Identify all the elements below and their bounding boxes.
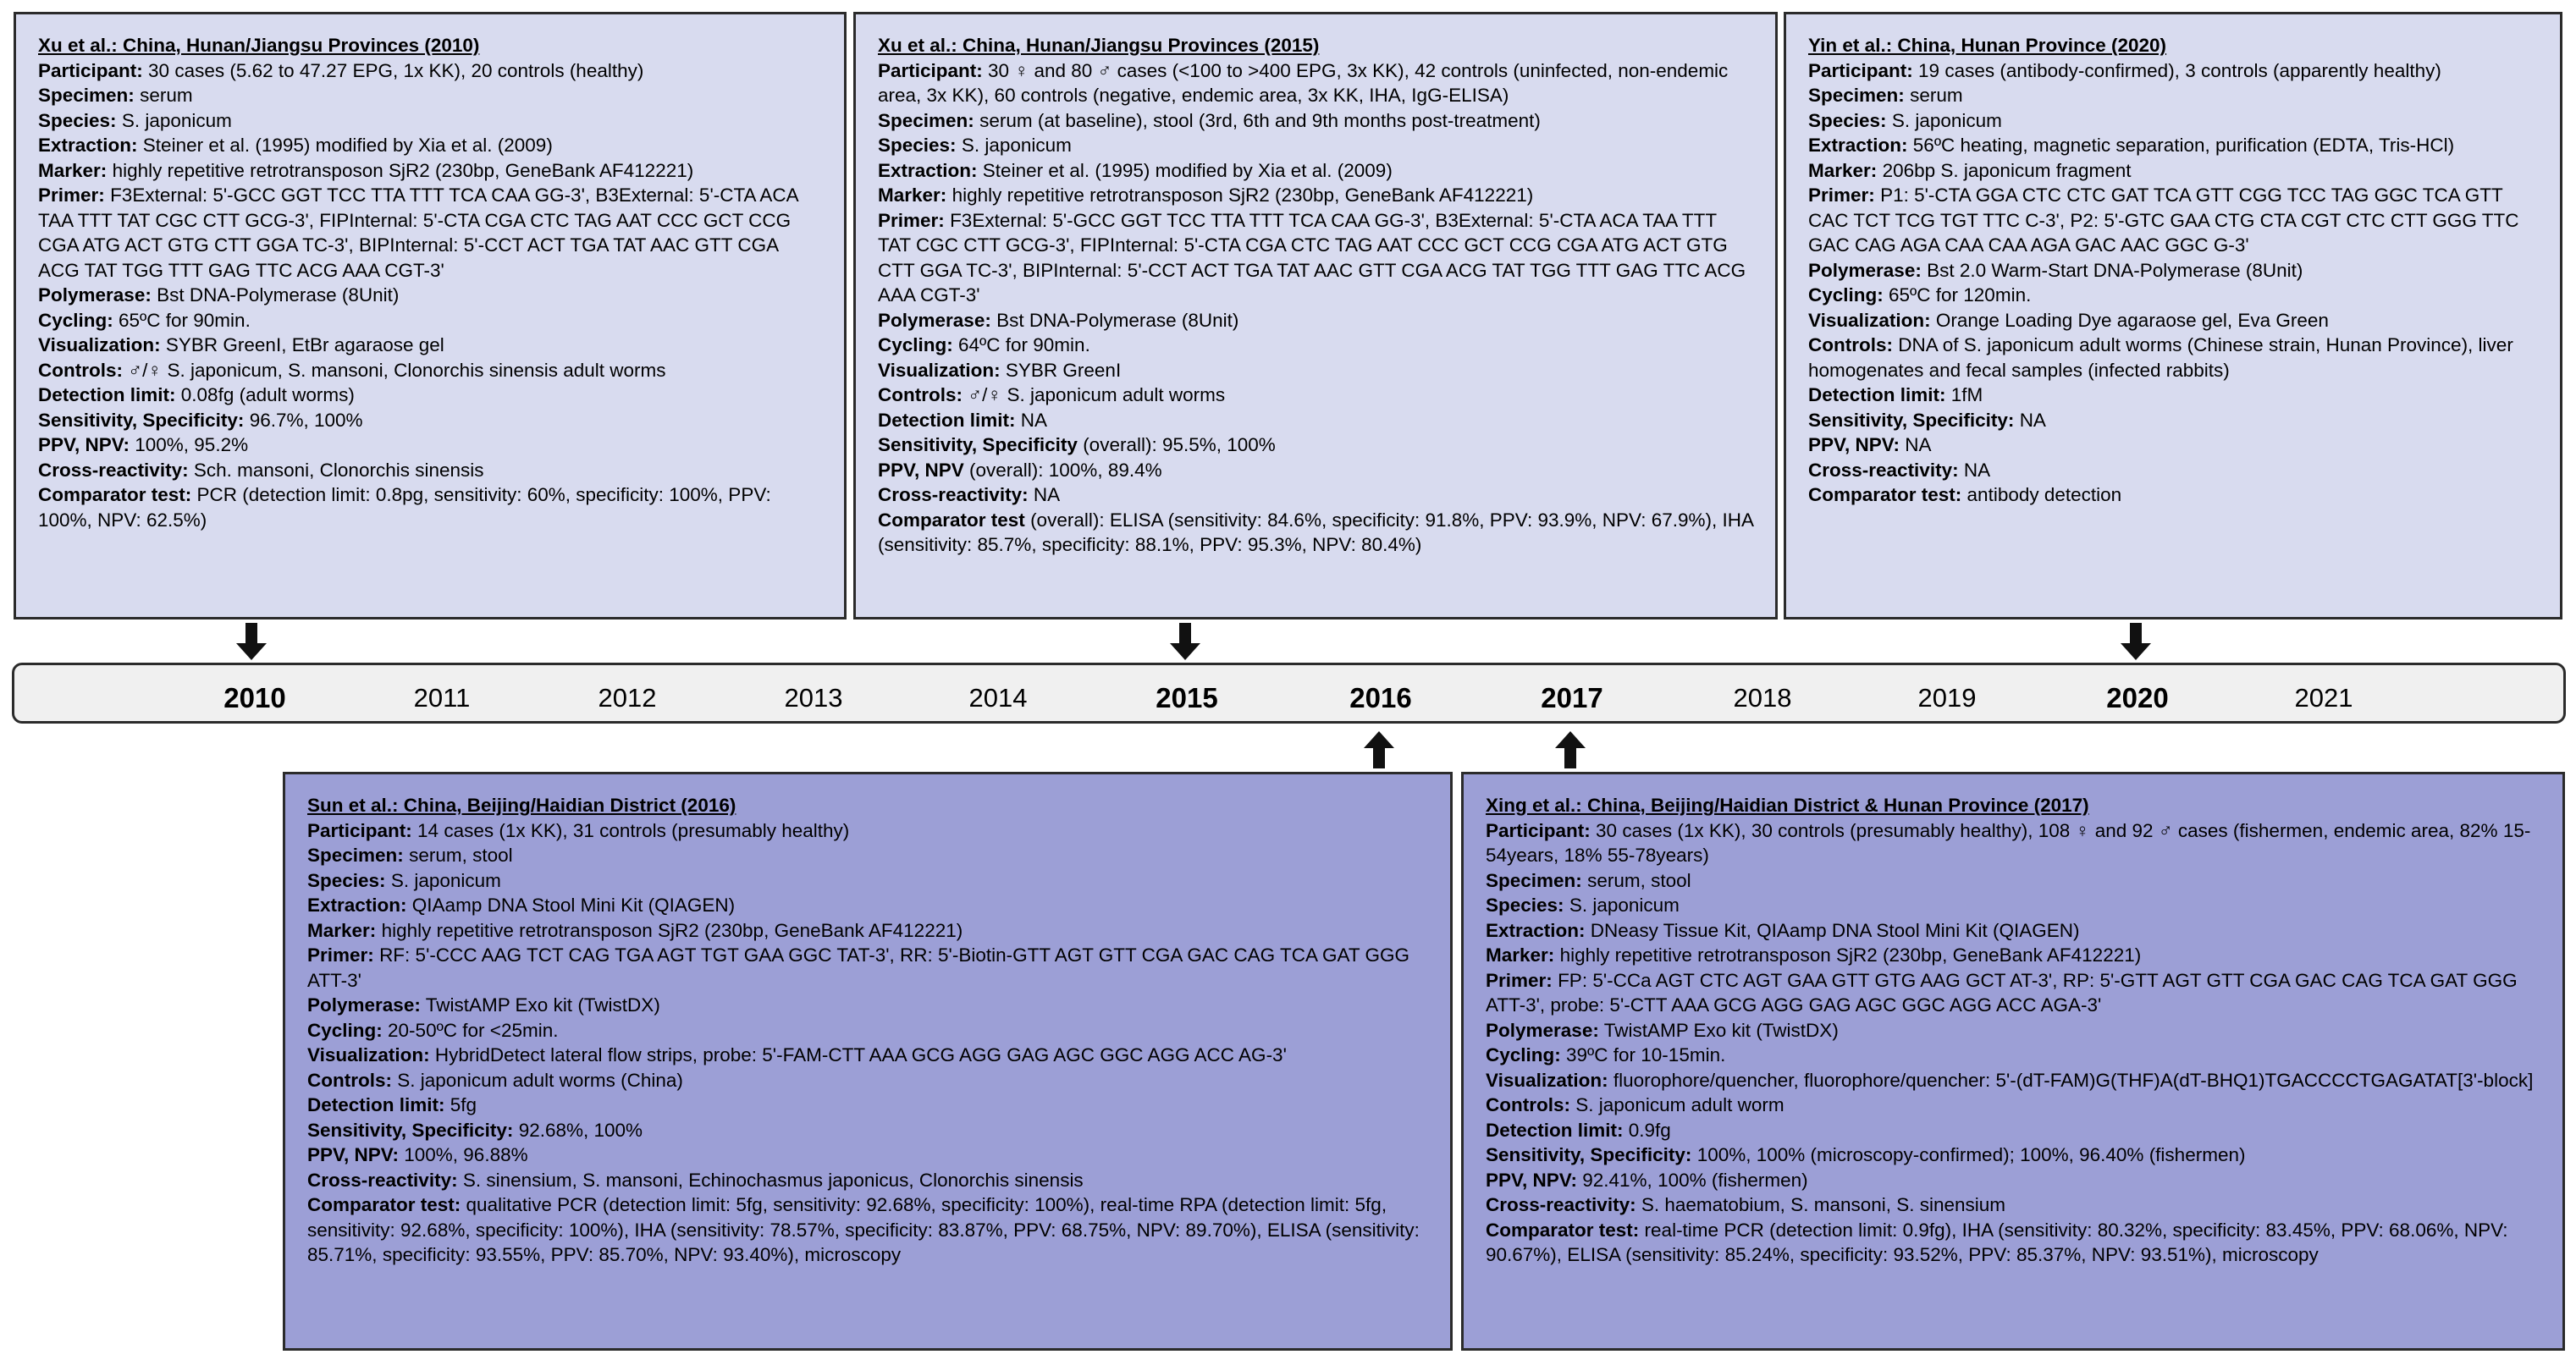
field-label: Sensitivity, Specificity:: [1486, 1144, 1692, 1165]
card-field: [307, 1118, 1428, 1143]
card-field: [1486, 1093, 2540, 1118]
field-label: Cycling:: [878, 334, 953, 355]
field-label: Participant:: [38, 59, 143, 81]
card-field: [38, 482, 822, 532]
card-field: [307, 1043, 1428, 1068]
study-card-sun-2016: [283, 772, 1453, 1351]
field-value: 65ºC for 90min.: [119, 309, 251, 331]
field-label: Cycling:: [307, 1019, 383, 1041]
field-label: Specimen:: [307, 845, 404, 866]
field-label: Controls:: [38, 359, 123, 381]
card-field: [878, 158, 1753, 184]
card-title: Yin et al.: China, Hunan Province (2020): [1808, 35, 2167, 56]
field-value: SYBR GreenI: [1005, 359, 1122, 381]
field-value: SYBR GreenI, EtBr agaraose gel: [165, 334, 444, 355]
field-value: 100%, 96.88%: [404, 1144, 528, 1165]
field-value: S. japonicum adult worms (China): [397, 1069, 683, 1091]
card-field: [1486, 818, 2540, 868]
field-value: S. japonicum: [1891, 109, 2002, 131]
card-field: [878, 482, 1753, 508]
arrow-down-2010-icon: [234, 623, 268, 662]
field-label: Controls:: [878, 384, 963, 405]
field-label: Comparator test:: [1486, 1219, 1640, 1241]
field-label: Marker:: [1808, 159, 1878, 181]
field-value: Orange Loading Dye agaraose gel, Eva Green: [1935, 309, 2329, 331]
card-field: [1486, 1068, 2540, 1093]
field-label: Primer:: [38, 184, 105, 206]
card-field: [878, 458, 1753, 483]
field-label: Marker:: [1486, 944, 1555, 966]
field-label: Sensitivity, Specificity:: [1808, 409, 2015, 431]
card-field: [307, 918, 1428, 944]
field-label: PPV, NPV: [878, 459, 964, 481]
card-field: [1808, 183, 2538, 258]
timeline-year-2012: 2012: [598, 683, 657, 713]
card-field: [307, 1068, 1428, 1093]
field-label: Extraction:: [1808, 135, 1908, 156]
field-value: 14 cases (1x KK), 31 controls (presumably healthy): [417, 819, 850, 841]
card-field: [38, 283, 822, 308]
card-field: [1808, 58, 2538, 84]
field-label: Detection limit:: [307, 1094, 445, 1115]
field-value: 96.7%, 100%: [249, 409, 363, 431]
field-value: serum: [1910, 85, 1963, 106]
card-field: [878, 408, 1753, 433]
card-field: [1486, 968, 2540, 1018]
card-field: [307, 893, 1428, 918]
card-field: [1486, 1143, 2540, 1168]
field-label: Controls:: [307, 1069, 392, 1091]
field-label: Controls:: [1808, 334, 1893, 355]
card-title: Xu et al.: China, Hunan/Jiangsu Provinces (2015): [878, 35, 1320, 56]
field-label: Marker:: [38, 159, 108, 181]
field-label: Participant:: [1808, 59, 1913, 81]
field-value: DNA of S. japonicum adult worms (Chinese strain, Hunan Province), liver homogenates and fecal samples (infected rabbits): [1808, 334, 2513, 381]
timeline-year-2019: 2019: [1917, 683, 1977, 713]
field-value: 100%, 100% (microscopy-confirmed); 100%, 96.40% (fishermen): [1696, 1144, 2246, 1165]
field-value: RF: 5'-CCC AAG TCT CAG TGA AGT TGT GAA GGC TAT-3', RR: 5'-Biotin-GTT AGT GTT CGA GAC CAG TCA GAT GGG ATT-3': [307, 944, 1409, 991]
field-value: S. japonicum: [390, 869, 501, 891]
field-value: serum, stool: [409, 845, 513, 866]
timeline-year-2013: 2013: [784, 683, 843, 713]
card-field: [307, 1192, 1428, 1268]
card-field: [1808, 83, 2538, 108]
field-label: Cross-reactivity:: [1486, 1194, 1636, 1215]
card-field: [38, 183, 822, 283]
field-value: FP: 5'-CCa AGT CTC AGT GAA GTT GTG AAG GCT AT-3', RP: 5'-GTT AGT GTT CGA GAC CAG TCA GAT GGG ATT-3', probe: 5'-CTT AAA GCG AGG GAG AGC GGC AGG ACC AGA-3': [1486, 969, 2518, 1016]
field-value: S. japonicum adult worm: [1575, 1094, 1784, 1115]
field-value: TwistAMP Exo kit (TwistDX): [1603, 1019, 1839, 1041]
field-label: Species:: [38, 109, 117, 131]
card-field: [1808, 108, 2538, 134]
arrow-up-2017-icon: [1553, 730, 1587, 768]
card-field: [1486, 868, 2540, 894]
card-field: [878, 133, 1753, 158]
card-field: [878, 432, 1753, 458]
field-value: F3External: 5'-GCC GGT TCC TTA TTT TCA CAA GG-3', B3External: 5'-CTA ACA TAA TTT TAT CGC CTT GCG-3', FIPInternal: 5'-CTA CGA CTC TAG AAT CCC GCT CCG CGA ATG ACT GTG CTT GGA TC-3', BIPInternal: 5'-CCT ACT TGA TAT AAC GTT CGA ACG TAT TGG TTT GAG TTC ACG AAA CGT-3': [38, 184, 798, 281]
card-field: [1808, 133, 2538, 158]
field-value: 30 ♀ and 80 ♂ cases (<100 to >400 EPG, 3x KK), 42 controls (uninfected, non-endemic area, 3x KK), 60 controls (negative, endemic area, 3x KK, IHA, IgG-ELISA): [878, 59, 1729, 106]
timeline-year-2017: 2017: [1541, 682, 1603, 713]
field-value: 20-50ºC for <25min.: [388, 1019, 559, 1041]
card-field: [38, 308, 822, 333]
field-value: S. japonicum: [961, 135, 1072, 156]
card-field: [1808, 308, 2538, 333]
field-value: highly repetitive retrotransposon SjR2 (230bp, GeneBank AF412221): [112, 159, 694, 181]
field-value: 1fM: [1950, 384, 1983, 405]
field-label: Specimen:: [38, 85, 135, 106]
field-label: Cycling:: [1808, 284, 1884, 306]
card-field: [38, 358, 822, 383]
field-value: Steiner et al. (1995) modified by Xia et al. (2009): [982, 159, 1393, 181]
field-label: Visualization:: [878, 359, 1001, 381]
card-field: [1486, 1018, 2540, 1043]
field-value: S. haematobium, S. mansoni, S. sinensium: [1641, 1194, 2006, 1215]
card-field: [307, 993, 1428, 1018]
field-label: Visualization:: [307, 1044, 430, 1065]
field-label: Primer:: [878, 209, 945, 231]
field-label: Visualization:: [1486, 1069, 1608, 1091]
field-value: 5fg: [450, 1094, 477, 1115]
field-value: P1: 5'-CTA GGA CTC CTC GAT TCA GTT CGG TCC TAG GGC TCA GTT CAC TCT TCG TGT TTC C-3', P2: 5'-GTC GAA CTG CTA CGT CTC CTT GGG TTC GAC CAG AGA CAA CAA AGA GAC AAC GGC G-3': [1808, 184, 2519, 256]
field-label: Polymerase:: [1808, 259, 1922, 281]
field-label: Polymerase:: [38, 284, 152, 306]
field-value: 30 cases (1x KK), 30 controls (presumably healthy), 108 ♀ and 92 ♂ cases (fishermen, endemic area, 82% 15-54years, 18% 55-78years): [1486, 819, 2531, 866]
card-field: [1808, 333, 2538, 383]
field-value: NA: [1963, 459, 1991, 481]
card-field: [38, 383, 822, 408]
field-label: Visualization:: [1808, 309, 1931, 331]
field-value: 100%, 95.2%: [135, 434, 249, 455]
field-label: Primer:: [1486, 969, 1553, 991]
card-field: [307, 1143, 1428, 1168]
card-field: [1486, 1192, 2540, 1218]
field-value: Sch. mansoni, Clonorchis sinensis: [193, 459, 484, 481]
field-label: Detection limit:: [38, 384, 176, 405]
field-value: DNeasy Tissue Kit, QIAamp DNA Stool Mini Kit (QIAGEN): [1590, 919, 2080, 941]
field-label: PPV, NPV:: [38, 434, 130, 455]
field-label: Specimen:: [1486, 869, 1582, 891]
card-field: [1808, 158, 2538, 184]
field-label: Cross-reactivity:: [307, 1169, 458, 1191]
card-field: [38, 83, 822, 108]
field-value: antibody detection: [1966, 484, 2122, 505]
timeline-year-2014: 2014: [968, 683, 1028, 713]
card-field: [38, 108, 822, 134]
field-value: real-time PCR (detection limit: 0.9fg), IHA (sensitivity: 80.32%, specificity: 83.45%, PPV: 68.06%, NPV: 90.67%), ELISA (sensitivity: 85.24%, specificity: 93.52%, PPV: 85.37%, NPV: 93.51%), microscopy: [1486, 1219, 2508, 1265]
field-value: S. japonicum: [121, 109, 232, 131]
field-label: Comparator test:: [1808, 484, 1962, 505]
field-value: 92.41%, 100% (fishermen): [1582, 1169, 1808, 1191]
arrow-down-2015-icon: [1168, 623, 1202, 662]
timeline-year-2021: 2021: [2294, 683, 2353, 713]
field-value: 206bp S. japonicum fragment: [1882, 159, 2132, 181]
field-label: Participant:: [307, 819, 412, 841]
study-card-yin-2020: [1784, 12, 2562, 619]
field-value: highly repetitive retrotransposon SjR2 (230bp, GeneBank AF412221): [381, 919, 963, 941]
card-field: [38, 158, 822, 184]
field-label: Marker:: [307, 919, 377, 941]
card-field: [38, 432, 822, 458]
card-field: [307, 943, 1428, 993]
field-value: NA: [1020, 409, 1048, 431]
card-field: [1808, 408, 2538, 433]
card-field: [878, 108, 1753, 134]
card-title: Xing et al.: China, Beijing/Haidian District & Hunan Province (2017): [1486, 795, 2089, 816]
field-value: qualitative PCR (detection limit: 5fg, sensitivity: 92.68%, specificity: 100%), real-time RPA (detection limit: 5fg, sensitivity: 92.68%, specificity: 100%), IHA (sensitivity: 78.57%, specificity: 83.87%, PPV: 68.75%, NPV: 89.70%), ELISA (sensitivity: 85.71%, specificity: 93.55%, PPV: 85.70%, NPV: 93.40%), microscopy: [307, 1194, 1420, 1265]
field-label: Cross-reactivity:: [878, 484, 1029, 505]
card-field: [38, 458, 822, 483]
field-value: 92.68%, 100%: [518, 1119, 643, 1141]
card-field: [878, 183, 1753, 208]
field-value: 64ºC for 90min.: [958, 334, 1090, 355]
timeline-year-2015: 2015: [1156, 682, 1218, 713]
card-field: [307, 1168, 1428, 1193]
field-value: HybridDetect lateral flow strips, probe: 5'-FAM-CTT AAA GCG AGG GAG AGC GGC AGG ACC AG-3': [434, 1044, 1287, 1065]
field-value: 0.08fg (adult worms): [180, 384, 355, 405]
field-value: highly repetitive retrotransposon SjR2 (230bp, GeneBank AF412221): [1559, 944, 2142, 966]
field-label: Cycling:: [38, 309, 113, 331]
field-value: 56ºC heating, magnetic separation, purification (EDTA, Tris-HCl): [1912, 135, 2455, 156]
card-field: [1486, 1218, 2540, 1268]
field-label: Specimen:: [878, 109, 974, 131]
field-value: Steiner et al. (1995) modified by Xia et al. (2009): [142, 135, 553, 156]
card-field: [307, 1093, 1428, 1118]
field-value: serum, stool: [1587, 869, 1691, 891]
card-field: [1486, 893, 2540, 918]
card-field: [878, 383, 1753, 408]
timeline-bar: [12, 663, 2566, 724]
field-value: 19 cases (antibody-confirmed), 3 controls (apparently healthy): [1918, 59, 2441, 81]
field-value: NA: [1033, 484, 1061, 505]
field-value: QIAamp DNA Stool Mini Kit (QIAGEN): [411, 895, 736, 916]
field-label: Sensitivity, Specificity:: [307, 1119, 514, 1141]
timeline-year-2010: 2010: [223, 682, 286, 713]
card-field: [878, 308, 1753, 333]
study-card-xu-2010: [14, 12, 847, 619]
timeline-year-2011: 2011: [413, 683, 471, 713]
timeline-year-2018: 2018: [1733, 683, 1792, 713]
field-label: Comparator test:: [38, 484, 192, 505]
field-value: Bst 2.0 Warm-Start DNA-Polymerase (8Unit): [1927, 259, 2303, 281]
field-value: 65ºC for 120min.: [1889, 284, 2032, 306]
field-value: NA: [2019, 409, 2046, 431]
field-label: PPV, NPV:: [1808, 434, 1900, 455]
field-label: Detection limit:: [1808, 384, 1946, 405]
field-value: 0.9fg: [1628, 1119, 1671, 1141]
field-label: Sensitivity, Specificity: [878, 434, 1078, 455]
field-label: PPV, NPV:: [307, 1144, 399, 1165]
field-label: Extraction:: [1486, 919, 1586, 941]
field-label: Participant:: [1486, 819, 1591, 841]
arrow-down-2020-icon: [2119, 623, 2153, 662]
field-label: Species:: [1808, 109, 1887, 131]
card-field: [878, 208, 1753, 308]
card-field: [878, 358, 1753, 383]
field-value: 39ºC for 10-15min.: [1566, 1044, 1726, 1065]
card-field: [38, 408, 822, 433]
field-value: NA: [1905, 434, 1932, 455]
field-label: Marker:: [878, 184, 947, 206]
field-value: S. sinensium, S. mansoni, Echinochasmus japonicus, Clonorchis sinensis: [462, 1169, 1084, 1191]
field-value: fluorophore/quencher, fluorophore/quencher: 5'-(dT-FAM)G(THF)A(dT-BHQ1)TGACCCCTGAGATAT[3'-block]: [1613, 1069, 2534, 1091]
study-card-xing-2017: [1461, 772, 2565, 1351]
field-value: Bst DNA-Polymerase (8Unit): [996, 309, 1239, 331]
card-field: [878, 508, 1753, 558]
field-value: TwistAMP Exo kit (TwistDX): [425, 994, 660, 1016]
field-label: Species:: [307, 869, 386, 891]
field-label: Species:: [878, 135, 957, 156]
field-label: Sensitivity, Specificity:: [38, 409, 245, 431]
card-field: [1486, 1043, 2540, 1068]
card-field: [878, 58, 1753, 108]
timeline-year-2020: 2020: [2106, 682, 2169, 713]
field-label: Detection limit:: [878, 409, 1016, 431]
field-label: Comparator test:: [307, 1194, 461, 1215]
field-label: Comparator test: [878, 509, 1025, 531]
field-label: Polymerase:: [878, 309, 991, 331]
card-field: [1486, 918, 2540, 944]
field-value: S. japonicum: [1569, 895, 1680, 916]
field-value: ♂/♀ S. japonicum, S. mansoni, Clonorchis sinensis adult worms: [128, 359, 666, 381]
field-value: ♂/♀ S. japonicum adult worms: [968, 384, 1226, 405]
card-field: [1486, 1168, 2540, 1193]
field-value: (overall): 100%, 89.4%: [969, 459, 1162, 481]
arrow-up-2016-icon: [1362, 730, 1396, 768]
card-field: [38, 133, 822, 158]
field-label: Participant:: [878, 59, 983, 81]
field-label: Polymerase:: [307, 994, 421, 1016]
field-value: serum (at baseline), stool (3rd, 6th and 9th months post-treatment): [979, 109, 1541, 131]
field-label: Cross-reactivity:: [38, 459, 189, 481]
field-label: Controls:: [1486, 1094, 1570, 1115]
card-field: [38, 58, 822, 84]
field-label: Cycling:: [1486, 1044, 1561, 1065]
field-label: Polymerase:: [1486, 1019, 1599, 1041]
card-field: [38, 333, 822, 358]
field-label: Visualization:: [38, 334, 161, 355]
field-label: PPV, NPV:: [1486, 1169, 1577, 1191]
card-field: [307, 868, 1428, 894]
card-field: [1486, 1118, 2540, 1143]
field-label: Specimen:: [1808, 85, 1905, 106]
field-label: Extraction:: [307, 895, 407, 916]
card-field: [1808, 482, 2538, 508]
card-field: [307, 1018, 1428, 1043]
field-label: Species:: [1486, 895, 1564, 916]
timeline-year-2016: 2016: [1349, 682, 1412, 713]
card-field: [1808, 432, 2538, 458]
card-field: [307, 818, 1428, 844]
card-title: Xu et al.: China, Hunan/Jiangsu Provinces (2010): [38, 35, 480, 56]
card-field: [1808, 383, 2538, 408]
card-field: [307, 843, 1428, 868]
field-label: Extraction:: [878, 159, 978, 181]
card-field: [1808, 458, 2538, 483]
card-title: Sun et al.: China, Beijing/Haidian District (2016): [307, 795, 736, 816]
field-value: highly repetitive retrotransposon SjR2 (230bp, GeneBank AF412221): [952, 184, 1534, 206]
field-value: 30 cases (5.62 to 47.27 EPG, 1x KK), 20 controls (healthy): [148, 59, 644, 81]
field-value: Bst DNA-Polymerase (8Unit): [157, 284, 400, 306]
field-label: Primer:: [1808, 184, 1875, 206]
card-field: [1808, 283, 2538, 308]
card-field: [1808, 258, 2538, 284]
field-value: PCR (detection limit: 0.8pg, sensitivity: 60%, specificity: 100%, PPV: 100%, NPV: 62.5%): [38, 484, 771, 531]
study-card-xu-2015: [853, 12, 1778, 619]
field-value: serum: [140, 85, 193, 106]
field-value: F3External: 5'-GCC GGT TCC TTA TTT TCA CAA GG-3', B3External: 5'-CTA ACA TAA TTT TAT CGC CTT GCG-3', FIPInternal: 5'-CTA CGA CTC TAG AAT CCC GCT CCG CGA ATG ACT GTG CTT GGA TC-3', BIPInternal: 5'-CCT ACT TGA TAT AAC GTT CGA ACG TAT TGG TTT GAG TTC ACG AAA CGT-3': [878, 209, 1746, 306]
card-field: [878, 333, 1753, 358]
field-value: (overall): 95.5%, 100%: [1083, 434, 1276, 455]
card-field: [1486, 943, 2540, 968]
field-label: Extraction:: [38, 135, 138, 156]
field-label: Primer:: [307, 944, 374, 966]
field-label: Cross-reactivity:: [1808, 459, 1959, 481]
field-value: (overall): ELISA (sensitivity: 84.6%, specificity: 91.8%, PPV: 93.9%, NPV: 67.9%), IHA (sensitivity: 85.7%, specificity: 88.1%, PPV: 95.3%, NPV: 80.4%): [878, 509, 1753, 555]
field-label: Detection limit:: [1486, 1119, 1624, 1141]
